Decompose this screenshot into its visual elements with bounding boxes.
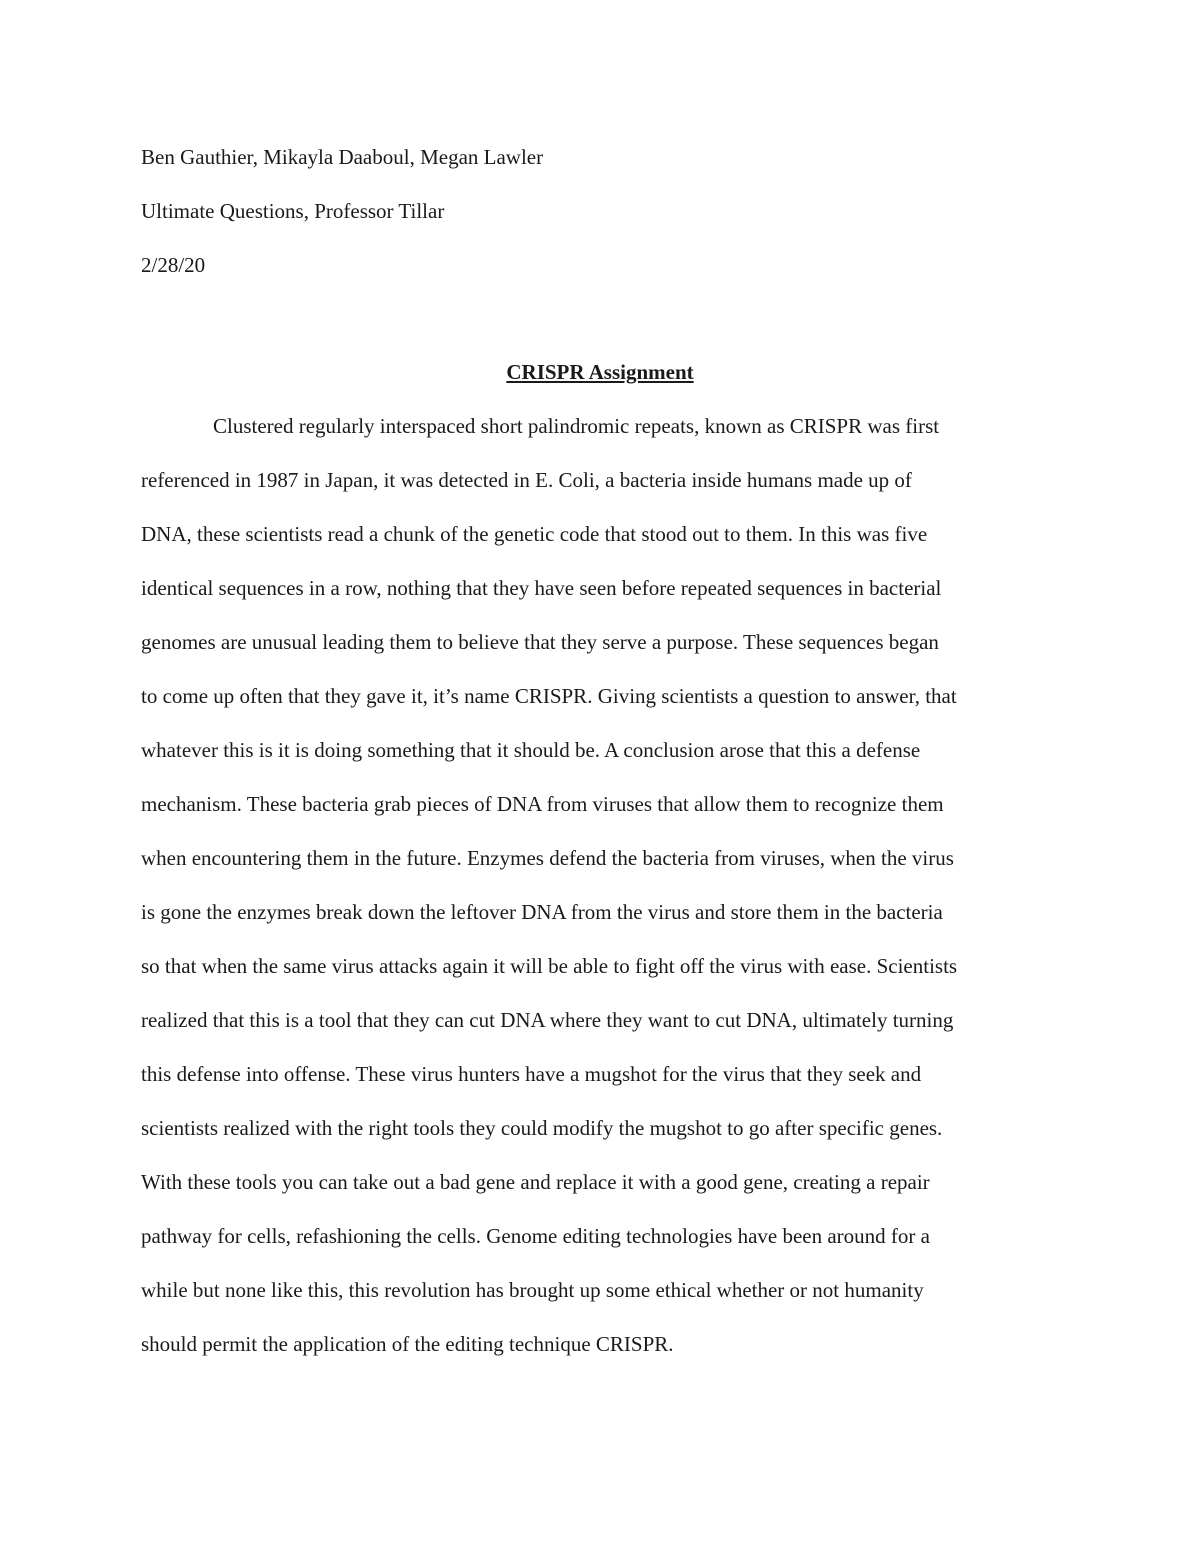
body-line: referenced in 1987 in Japan, it was detected in E. Coli, a bacteria inside humans made up of [141,468,912,492]
body-line: so that when the same virus attacks again it will be able to fight off the virus with ease. Scientists [141,954,958,978]
body-line: when encountering them in the future. Enzymes defend the bacteria from viruses, when the virus [141,846,954,870]
body-line: should permit the application of the editing technique CRISPR. [141,1332,674,1356]
body-line: whatever this is it is doing something that it should be. A conclusion arose that this a defense [141,738,921,762]
authors-line: Ben Gauthier, Mikayla Daaboul, Megan Lawler [141,145,544,169]
body-line: realized that this is a tool that they can cut DNA where they want to cut DNA, ultimately turning [141,1008,954,1032]
document-title: CRISPR Assignment [506,360,694,384]
body-line: genomes are unusual leading them to believe that they serve a purpose. These sequences began [141,630,939,654]
body-line: is gone the enzymes break down the leftover DNA from the virus and store them in the bacteria [141,900,943,924]
body-line: DNA, these scientists read a chunk of the genetic code that stood out to them. In this was five [141,522,928,546]
body-line: mechanism. These bacteria grab pieces of DNA from viruses that allow them to recognize them [141,792,944,816]
body-line: With these tools you can take out a bad gene and replace it with a good gene, creating a repair [141,1170,930,1194]
body-line: pathway for cells, refashioning the cells. Genome editing technologies have been around for a [141,1224,930,1248]
body-line: while but none like this, this revolution has brought up some ethical whether or not humanity [141,1278,924,1302]
course-line: Ultimate Questions, Professor Tillar [141,199,445,223]
body-line: to come up often that they gave it, it’s name CRISPR. Giving scientists a question to answer, that [141,684,957,708]
body-line: this defense into offense. These virus hunters have a mugshot for the virus that they seek and [141,1062,922,1086]
body-line: Clustered regularly interspaced short palindromic repeats, known as CRISPR was first [213,414,940,438]
body-line: scientists realized with the right tools they could modify the mugshot to go after specific genes. [141,1116,943,1140]
date-line: 2/28/20 [141,253,206,277]
body-line: identical sequences in a row, nothing that they have seen before repeated sequences in bacterial [141,576,942,600]
